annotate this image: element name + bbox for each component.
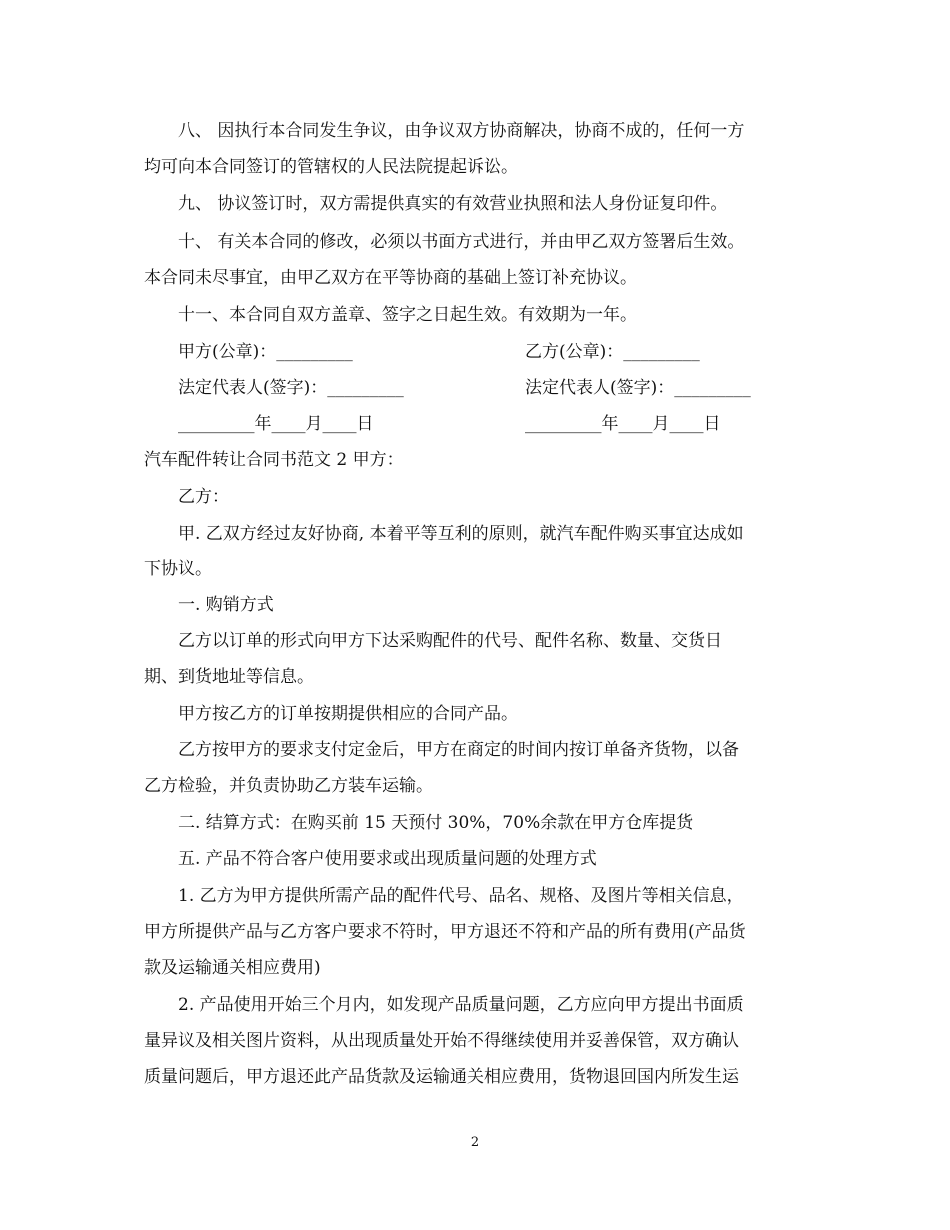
party-b-seal: 乙方(公章)：_________: [525, 342, 700, 362]
clause-8-line-1: 八、 因执行本合同发生争议，由争议双方协商解决，协商不成的，任何一方: [178, 121, 745, 141]
party-a-rep: 法定代表人(签字)：_________: [178, 378, 404, 398]
purchase-line-2: 期、到货地址等信息。: [144, 667, 314, 687]
quality-item-2-line-3: 质量问题后，甲方退还此产品货款及运输通关相应费用，货物退回国内所发生运: [144, 1067, 739, 1087]
purchase-line-3: 甲方按乙方的订单按期提供相应的合同产品。: [178, 704, 518, 724]
party-b-rep: 法定代表人(签字)：_________: [525, 378, 751, 398]
page-number: 2: [470, 1135, 480, 1150]
clause-10-line-1: 十、 有关本合同的修改，必须以书面方式进行，并由甲乙双方签署后生效。: [178, 232, 745, 252]
quality-item-2-line-2: 量异议及相关图片资料，从出现质量处开始不得继续使用并妥善保管，双方确认: [144, 1031, 739, 1051]
quality-item-1-line-3: 款及运输通关相应费用): [144, 958, 321, 978]
quality-item-1-line-2: 甲方所提供产品与乙方客户要求不符时，甲方退还不符和产品的所有费用(产品货: [144, 922, 746, 942]
clause-8-line-2: 均可向本合同签订的管辖权的人民法院提起诉讼。: [144, 157, 518, 177]
purchase-line-1: 乙方以订单的形式向甲方下达采购配件的代号、配件名称、数量、交货日: [178, 631, 722, 651]
intro-line-2: 下协议。: [144, 559, 212, 579]
purchase-line-4: 乙方按甲方的要求支付定金后，甲方在商定的时间内按订单备齐货物，以备: [178, 740, 739, 760]
intro-line-1: 甲. 乙双方经过友好协商, 本着平等互利的原则，就汽车配件购买事宜达成如: [178, 524, 744, 544]
heading-purchase-method: 一. 购销方式: [178, 595, 274, 615]
party-b-date: _________年____月____日: [525, 414, 721, 434]
party-a-seal: 甲方(公章)：_________: [178, 342, 353, 362]
clause-10-line-2: 本合同未尽事宜，由甲乙双方在平等协商的基础上签订补充协议。: [144, 268, 637, 288]
purchase-line-5: 乙方检验，并负责协助乙方装车运输。: [144, 776, 433, 796]
clause-9: 九、 协议签订时，双方需提供真实的有效营业执照和法人身份证复印件。: [178, 194, 728, 214]
party-a-date: _________年____月____日: [178, 414, 374, 434]
heading-settlement: 二. 结算方式：在购买前 15 天预付 30%，70%余款在甲方仓库提货: [178, 813, 694, 833]
party-b-label: 乙方：: [178, 487, 229, 507]
quality-item-2-line-1: 2. 产品使用开始三个月内，如发现产品质量问题，乙方应向甲方提出书面质: [178, 995, 744, 1015]
section-title: 汽车配件转让合同书范文 2 甲方：: [144, 450, 404, 470]
heading-quality: 五. 产品不符合客户使用要求或出现质量问题的处理方式: [178, 849, 597, 869]
clause-11: 十一、本合同自双方盖章、签字之日起生效。有效期为一年。: [178, 305, 637, 325]
quality-item-1-line-1: 1. 乙方为甲方提供所需产品的配件代号、品名、规格、及图片等相关信息，: [178, 886, 744, 906]
